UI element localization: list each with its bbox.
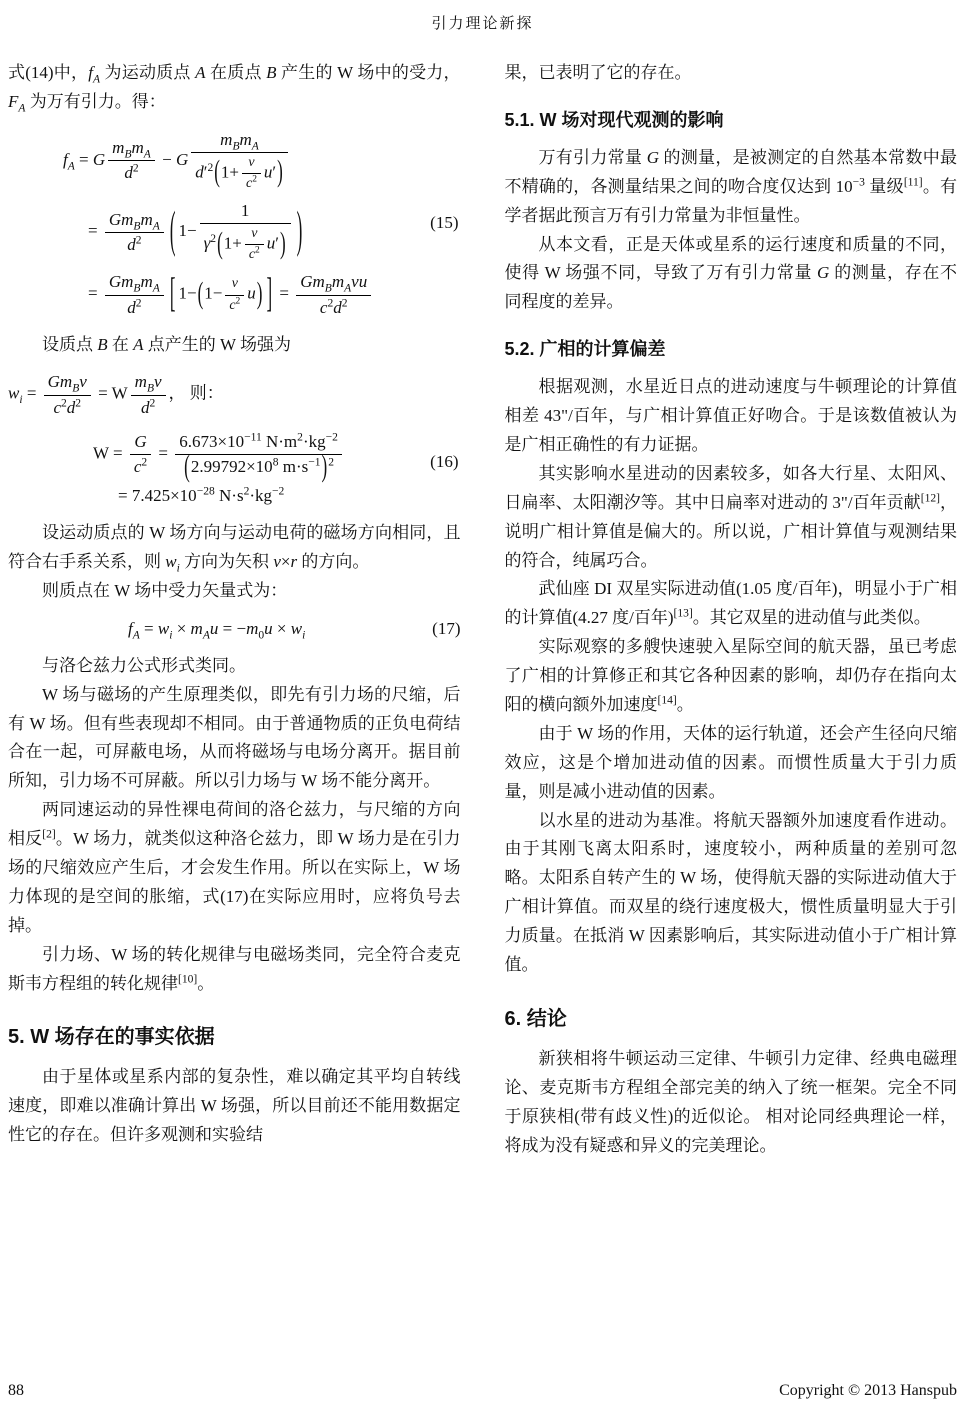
paragraph-lorentz-opposite: 两同速运动的异性裸电荷间的洛仑兹力，与尺缩的方向相反[2]。W 场力，就类似这种洛仑兹力，即 W 场力是在引力场的尺缩效应产生后，才会发生作用。所以在实际上，W 场力体现的是空间的胀缩，式(17)在实际应用时，应将负号去掉。 [8, 800, 461, 935]
section-heading-5: 5. W 场存在的事实依据 [8, 1026, 215, 1049]
paragraph-w-vs-magnetic: W 场与磁场的产生原理类似，即先有引力场的尺缩，后有 W 场。但有些表现却不相同。由于普通物质的正负电荷结合在一起，可屏蔽电场，从而将磁场与电场分离开。据目前所知，引力场不可屏蔽。所以引力场与 W 场不能分离开。 [8, 684, 461, 791]
paragraph-eq14-intro: 式(14)中，$f_A$ 为运动质点 A 在质点 B 产生的 W 场中的受力，$F_A$ 为万有引力。得： [8, 63, 461, 115]
paragraph-spacecraft: 实际观察的多艘快速驶入星际空间的航天器，虽已考虑了广相的计算修正和其它各种因素的影响，却仍存在指向太阳的横向额外加速度[14]。 [504, 637, 957, 715]
equation-17-line: $f_A = w_i \times m_Au = -m_0u \times w_i$ (17) [128, 618, 461, 642]
paragraph-binary-stars: 武仙座 DI 双星实际进动值(1.05 度/百年)，明显小于广相的计算值(4.27 度/百年)[13]。其它双星的进动值与此类似。 [504, 579, 957, 628]
paragraph-mercury-precession: 根据观测，水星近日点的进动速度与牛顿理论的计算值相差 43"/百年，与广相计算值正好吻合。于是该数值被认为是广相正确性的有力证据。 [504, 377, 957, 455]
paragraph-wfield-orbit-effect: 由于 W 场的作用，天体的运行轨道，还会产生径向尺缩效应，这是个增加进动值的因素。而惯性质量大于引力质量，则是减小进动值的因素。 [504, 723, 957, 801]
section-heading-5-2: 5.2. 广相的计算偏差 [504, 339, 666, 360]
paragraph-evidence: 由于星体或星系内部的复杂性，难以确定其平均自转线速度，即难以准确计算出 W 场强，所以目前还不能用数据定性它的存在。但许多观测和实验结 [8, 1067, 461, 1145]
equation-16-number: (16) [430, 451, 459, 471]
equation-wi-line: $w_i$ = $\frac{Gm_Bv}{c^2d^2}$ = W $\frac{m_Bv}{d^2}$ ， 则： [8, 372, 224, 417]
equation-15-line1: $f_A = G$ $\frac{m_Bm_A}{d^2}$ − G $m_Bm_A$ $d'^2(1+$ $\frac{v}{c^2}$ u′) [8, 129, 461, 193]
equation-15 [8, 129, 461, 319]
paragraph-conclusion: 新狭相将牛顿运动三定律、牛顿引力定律、经典电磁理论、麦克斯韦方程组全部完美的纳入了统一框架。完全不同于原狭相(带有歧义性)的近似论。 相对论同经典理论一样，将成为没有疑惑和异义的完美理论。 [504, 1048, 957, 1155]
copyright-notice: Copyright © 2013 Hanspub [779, 1382, 957, 1399]
section-heading-5-1: 5.1. W 场对现代观测的影响 [504, 109, 724, 130]
paragraph-measurement-difference: 从本文看，正是天体或星系的运行速度和质量的不同，使得 W 场强不同，导致了万有引力常量 G 的测量，存在不同程度的差异。 [504, 234, 957, 312]
equation-15-number: (15) [430, 213, 459, 233]
paragraph-wfield-intro: 设质点 B 在 A 点产生的 W 场强为 [42, 334, 292, 354]
equation-16-line2: = $7.425\times 10^{-28}$ $N\cdot s^2\cdot kg^{-2}$ [118, 484, 285, 505]
equation-17-number: (17) [432, 618, 461, 638]
equation-15-line3: = $\frac{Gm_Bm_A}{d^2}$ [ 1−(1− $\frac{v}{c^2}$ u) ] = $\frac{Gm_Bm_Avu}{c^2d^2}$ [8, 271, 461, 318]
page-footer [0, 1382, 965, 1400]
paragraph-gravitational-constant: 万有引力常量 G 的测量，是被测定的自然基本常数中最不精确的，各测量结果之间的吻合度仅达到 $10^{-3}$ 量级[11]。有学者据此预言万有引力常量为非恒量性。 [504, 147, 958, 225]
column-left [8, 59, 461, 1161]
equation-16 [8, 431, 461, 507]
two-column-layout [8, 59, 957, 1161]
paragraph-lorentz-similarity: 与洛仑兹力公式形式类同。 [42, 655, 246, 675]
paragraph-direction: 设运动质点的 W 场方向与运动电荷的磁场方向相同，且符合右手系关系，则 $w_i$ 方向为矢积 v×r 的方向。 [8, 522, 461, 575]
paragraph-precession-factors: 其实影响水星进动的因素较多，如各大行星、太阳风、日扁率、太阳潮汐等。其中日扁率对进动的 3"/百年贡献[12]，说明广相计算值是偏大的。所以说，广相计算值与观测结果的符合，纯属巧合。 [504, 463, 958, 570]
equation-16-line1: W = $\frac{G}{c^2}$ = $\frac{6.673\times 10^{-11} N\cdot m^2\cdot kg^{-2}}{(2.99792\times 10^8 m\cdot s^{-1})^2}$ [8, 431, 461, 478]
paragraph-mercury-baseline: 以水星的进动为基准。将航天器额外加速度看作进动。由于其刚飞离太阳系时，速度较小，两种质量的差别可忽略。太阳系自转产生的 W 场，使得航天器的实际进动值大于广相计算值。而双星的绕行速度极大，惯性质量明显大于引力质量。在抵消 W 因素影响后，其实际进动值小于广相计算值。 [504, 810, 957, 975]
running-head-title: 引力理论新探 [431, 16, 534, 32]
equation-17 [8, 618, 461, 640]
equation-wi [8, 371, 461, 418]
page-number: 88 [8, 1382, 24, 1399]
paragraph-vector-intro: 则质点在 W 场中受力矢量式为： [42, 580, 288, 600]
equation-15-line2: = $\frac{Gm_Bm_A}{d^2}$ ( 1− 1 $\gamma^2(1+$ $\frac{v}{c^2}$ u′) ) [88, 201, 303, 263]
paragraph-maxwell-transform: 引力场、W 场的转化规律与电磁场类同，完全符合麦克斯韦方程组的转化规律[10]。 [8, 944, 461, 993]
section-heading-6: 6. 结论 [504, 1007, 567, 1030]
column-right [505, 59, 958, 1161]
paragraph-continuation: 果，已表明了它的存在。 [504, 63, 692, 82]
